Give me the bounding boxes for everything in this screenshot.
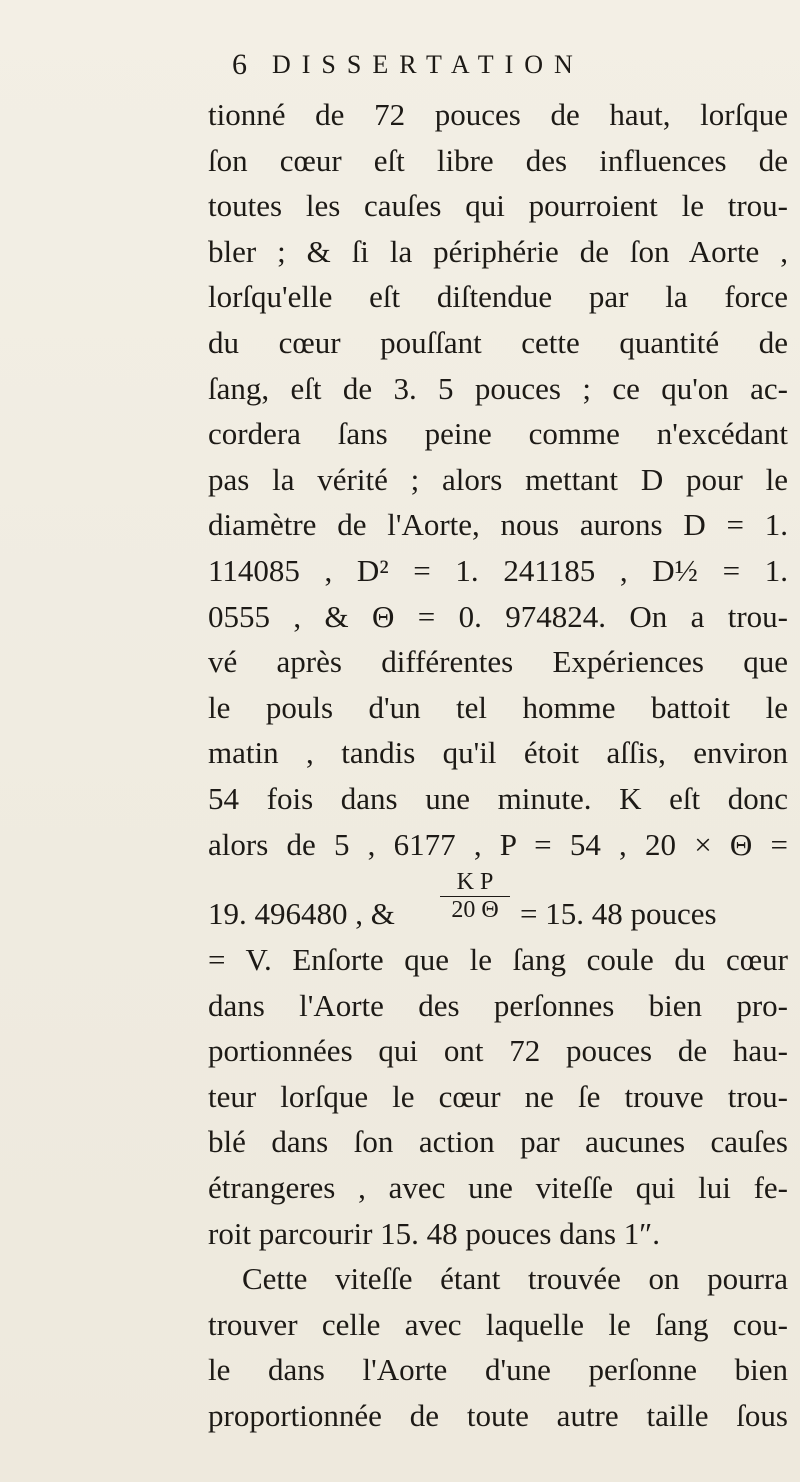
text-line: alors de 5 , 6177 , P = 54 , 20 × Θ = xyxy=(208,826,788,862)
text-line: teur lorſque le cœur ne ſe trouve trou- xyxy=(208,1078,788,1114)
page-number: 6 xyxy=(232,48,247,81)
body-text xyxy=(208,92,788,1439)
text-line: ſon cœur eſt libre des influences de xyxy=(208,142,788,178)
text-line: portionnées qui ont 72 pouces de hau- xyxy=(208,1033,788,1069)
text-line: dans l'Aorte des perſonnes bien pro- xyxy=(208,987,788,1023)
text-line: blé dans ſon action par aucunes cauſes xyxy=(208,1124,788,1160)
text-line: 0555 , & Θ = 0. 974824. On a trou- xyxy=(208,598,788,634)
text-line: le pouls d'un tel homme battoit le xyxy=(208,689,788,725)
formula-line xyxy=(208,867,788,937)
text-line: diamètre de l'Aorte, nous aurons D = 1. xyxy=(208,507,788,543)
text-line: 114085 , D² = 1. 241185 , D½ = 1. xyxy=(208,552,788,588)
text-line: bler ; & ſi la périphérie de ſon Aorte , xyxy=(208,233,788,269)
text-line: cordera ſans peine comme n'excédant xyxy=(208,416,788,452)
text-line: Cette viteſſe étant trouvée on pourra xyxy=(242,1261,788,1297)
text-line: 54 fois dans une minute. K eſt donc xyxy=(208,780,788,816)
text-line: = V. Enſorte que le ſang coule du cœur xyxy=(208,942,788,978)
text-line: toutes les cauſes qui pourroient le trou- xyxy=(208,188,788,224)
text-line: vé après différentes Expériences que xyxy=(208,644,788,680)
fraction xyxy=(440,869,510,923)
text-line: du cœur pouſſant cette quantité de xyxy=(208,324,788,360)
text-line: le dans l'Aorte d'une perſonne bien xyxy=(208,1352,788,1388)
fraction-denominator: 20 Θ xyxy=(451,897,499,924)
formula-left: 19. 496480 , & xyxy=(208,896,395,932)
text-line: lorſqu'elle eſt diſtendue par la force xyxy=(208,279,788,315)
fraction-numerator: K P xyxy=(440,869,510,897)
text-line: roit parcourir 15. 48 pouces dans 1″. xyxy=(208,1215,660,1251)
text-line: trouver celle avec laquelle le ſang cou- xyxy=(208,1306,788,1342)
text-line: matin , tandis qu'il étoit aſſis, environ xyxy=(208,735,788,771)
text-line: pas la vérité ; alors mettant D pour le xyxy=(208,461,788,497)
text-line: proportionnée de toute autre taille ſous xyxy=(208,1398,788,1434)
text-line: ſang, eſt de 3. 5 pouces ; ce qu'on ac- xyxy=(208,370,788,406)
text-line: tionné de 72 pouces de haut, lorſque xyxy=(208,97,788,132)
formula-right: = 15. 48 pouces xyxy=(520,896,717,932)
text-line: étrangeres , avec une viteſſe qui lui fe- xyxy=(208,1170,788,1206)
running-title: DISSERTATION xyxy=(272,50,584,79)
